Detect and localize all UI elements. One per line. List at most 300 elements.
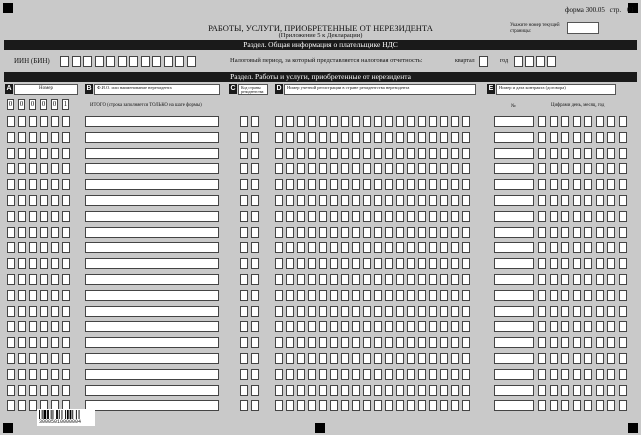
contract-date-cell[interactable] xyxy=(596,195,604,206)
registration-number-cell[interactable] xyxy=(440,290,448,301)
registration-number-cell[interactable] xyxy=(418,258,426,269)
registration-number-cell[interactable] xyxy=(462,116,470,127)
registration-number-cell[interactable] xyxy=(308,306,316,317)
row-number-cell[interactable] xyxy=(7,321,15,332)
contract-date-cell[interactable] xyxy=(550,337,558,348)
registration-number-cell[interactable] xyxy=(451,227,459,238)
registration-number-cell[interactable] xyxy=(407,116,415,127)
registration-number-cell[interactable] xyxy=(385,211,393,222)
registration-number-cell[interactable] xyxy=(330,148,338,159)
country-code-cell[interactable] xyxy=(251,369,259,380)
registration-number-cell[interactable] xyxy=(341,179,349,190)
contract-number-field[interactable] xyxy=(494,258,534,269)
row-number-cell[interactable] xyxy=(29,211,37,222)
registration-number-cell[interactable] xyxy=(451,258,459,269)
row-number-cell[interactable] xyxy=(51,132,59,143)
registration-number-cell[interactable] xyxy=(462,337,470,348)
row-number-cell[interactable] xyxy=(29,385,37,396)
registration-number-cell[interactable] xyxy=(440,148,448,159)
year-digit-cell[interactable] xyxy=(536,56,545,67)
registration-number-cell[interactable] xyxy=(440,306,448,317)
country-code-cell[interactable] xyxy=(240,132,248,143)
registration-number-cell[interactable] xyxy=(407,353,415,364)
contract-date-cell[interactable] xyxy=(561,385,569,396)
registration-number-cell[interactable] xyxy=(418,163,426,174)
contract-date-cell[interactable] xyxy=(573,337,581,348)
contract-date-cell[interactable] xyxy=(538,290,546,301)
contract-date-cell[interactable] xyxy=(619,132,627,143)
registration-number-cell[interactable] xyxy=(275,195,283,206)
registration-number-cell[interactable] xyxy=(286,321,294,332)
row-number-cell[interactable] xyxy=(51,258,59,269)
country-code-cell[interactable] xyxy=(240,385,248,396)
contract-date-cell[interactable] xyxy=(596,148,604,159)
row-number-cell[interactable] xyxy=(7,179,15,190)
registration-number-cell[interactable] xyxy=(330,258,338,269)
registration-number-cell[interactable] xyxy=(374,369,382,380)
nonresident-name-field[interactable] xyxy=(85,274,219,285)
contract-date-cell[interactable] xyxy=(561,369,569,380)
contract-date-cell[interactable] xyxy=(607,306,615,317)
registration-number-cell[interactable] xyxy=(374,306,382,317)
registration-number-cell[interactable] xyxy=(385,242,393,253)
registration-number-cell[interactable] xyxy=(385,337,393,348)
contract-date-cell[interactable] xyxy=(596,321,604,332)
registration-number-cell[interactable] xyxy=(297,258,305,269)
country-code-cell[interactable] xyxy=(251,337,259,348)
page-number-input[interactable] xyxy=(567,22,599,34)
contract-date-cell[interactable] xyxy=(550,132,558,143)
contract-date-cell[interactable] xyxy=(584,290,592,301)
contract-date-cell[interactable] xyxy=(584,274,592,285)
contract-date-cell[interactable] xyxy=(561,148,569,159)
registration-number-cell[interactable] xyxy=(352,211,360,222)
registration-number-cell[interactable] xyxy=(330,116,338,127)
contract-date-cell[interactable] xyxy=(584,148,592,159)
row-number-cell[interactable] xyxy=(40,163,48,174)
contract-date-cell[interactable] xyxy=(596,385,604,396)
nonresident-name-field[interactable] xyxy=(85,400,219,411)
registration-number-cell[interactable] xyxy=(462,148,470,159)
registration-number-cell[interactable] xyxy=(374,148,382,159)
contract-date-cell[interactable] xyxy=(596,242,604,253)
contract-date-cell[interactable] xyxy=(619,258,627,269)
registration-number-cell[interactable] xyxy=(275,242,283,253)
contract-date-cell[interactable] xyxy=(584,369,592,380)
registration-number-cell[interactable] xyxy=(275,369,283,380)
contract-date-cell[interactable] xyxy=(596,353,604,364)
row-number-cell[interactable] xyxy=(40,179,48,190)
row-number-cell[interactable] xyxy=(40,258,48,269)
iin-digit-cell[interactable] xyxy=(164,56,173,67)
country-code-cell[interactable] xyxy=(251,385,259,396)
registration-number-cell[interactable] xyxy=(352,179,360,190)
row-number-cell[interactable] xyxy=(7,116,15,127)
registration-number-cell[interactable] xyxy=(352,306,360,317)
contract-date-cell[interactable] xyxy=(584,321,592,332)
country-code-cell[interactable] xyxy=(251,163,259,174)
country-code-cell[interactable] xyxy=(240,163,248,174)
registration-number-cell[interactable] xyxy=(275,306,283,317)
registration-number-cell[interactable] xyxy=(341,132,349,143)
registration-number-cell[interactable] xyxy=(462,195,470,206)
contract-date-cell[interactable] xyxy=(573,353,581,364)
registration-number-cell[interactable] xyxy=(396,369,404,380)
registration-number-cell[interactable] xyxy=(440,353,448,364)
registration-number-cell[interactable] xyxy=(275,337,283,348)
registration-number-cell[interactable] xyxy=(429,116,437,127)
row-number-cell[interactable] xyxy=(40,369,48,380)
row-number-cell[interactable] xyxy=(18,211,26,222)
registration-number-cell[interactable] xyxy=(462,258,470,269)
contract-date-cell[interactable] xyxy=(584,385,592,396)
contract-date-cell[interactable] xyxy=(573,132,581,143)
row-number-cell[interactable] xyxy=(51,369,59,380)
registration-number-cell[interactable] xyxy=(275,353,283,364)
registration-number-cell[interactable] xyxy=(418,274,426,285)
nonresident-name-field[interactable] xyxy=(85,163,219,174)
contract-date-cell[interactable] xyxy=(619,211,627,222)
registration-number-cell[interactable] xyxy=(341,274,349,285)
registration-number-cell[interactable] xyxy=(319,163,327,174)
contract-date-cell[interactable] xyxy=(550,321,558,332)
registration-number-cell[interactable] xyxy=(319,242,327,253)
nonresident-name-field[interactable] xyxy=(85,353,219,364)
registration-number-cell[interactable] xyxy=(319,353,327,364)
registration-number-cell[interactable] xyxy=(429,148,437,159)
registration-number-cell[interactable] xyxy=(407,179,415,190)
contract-date-cell[interactable] xyxy=(561,258,569,269)
registration-number-cell[interactable] xyxy=(396,306,404,317)
country-code-cell[interactable] xyxy=(240,227,248,238)
registration-number-cell[interactable] xyxy=(286,211,294,222)
row-number-cell[interactable] xyxy=(18,385,26,396)
nonresident-name-field[interactable] xyxy=(85,242,219,253)
contract-date-cell[interactable] xyxy=(584,132,592,143)
contract-date-cell[interactable] xyxy=(619,353,627,364)
contract-date-cell[interactable] xyxy=(573,116,581,127)
contract-number-field[interactable] xyxy=(494,195,534,206)
registration-number-cell[interactable] xyxy=(308,385,316,396)
registration-number-cell[interactable] xyxy=(374,163,382,174)
registration-number-cell[interactable] xyxy=(396,337,404,348)
registration-number-cell[interactable] xyxy=(396,227,404,238)
registration-number-cell[interactable] xyxy=(374,179,382,190)
registration-number-cell[interactable] xyxy=(451,400,459,411)
registration-number-cell[interactable] xyxy=(407,242,415,253)
registration-number-cell[interactable] xyxy=(385,290,393,301)
registration-number-cell[interactable] xyxy=(319,400,327,411)
contract-date-cell[interactable] xyxy=(550,242,558,253)
registration-number-cell[interactable] xyxy=(440,195,448,206)
contract-date-cell[interactable] xyxy=(619,385,627,396)
contract-date-cell[interactable] xyxy=(584,227,592,238)
registration-number-cell[interactable] xyxy=(319,306,327,317)
registration-number-cell[interactable] xyxy=(275,132,283,143)
contract-date-cell[interactable] xyxy=(607,242,615,253)
contract-date-cell[interactable] xyxy=(619,242,627,253)
contract-date-cell[interactable] xyxy=(550,195,558,206)
contract-date-cell[interactable] xyxy=(607,179,615,190)
iin-digit-cell[interactable] xyxy=(83,56,92,67)
contract-date-cell[interactable] xyxy=(573,321,581,332)
row-number-cell[interactable] xyxy=(40,132,48,143)
row-number-cell[interactable] xyxy=(62,227,70,238)
registration-number-cell[interactable] xyxy=(462,132,470,143)
row-number-cell[interactable] xyxy=(40,321,48,332)
registration-number-cell[interactable] xyxy=(341,148,349,159)
registration-number-cell[interactable] xyxy=(462,179,470,190)
registration-number-cell[interactable] xyxy=(319,179,327,190)
registration-number-cell[interactable] xyxy=(363,321,371,332)
contract-date-cell[interactable] xyxy=(573,163,581,174)
country-code-cell[interactable] xyxy=(240,211,248,222)
registration-number-cell[interactable] xyxy=(429,227,437,238)
contract-date-cell[interactable] xyxy=(619,195,627,206)
registration-number-cell[interactable] xyxy=(418,195,426,206)
registration-number-cell[interactable] xyxy=(385,274,393,285)
registration-number-cell[interactable] xyxy=(396,242,404,253)
registration-number-cell[interactable] xyxy=(275,163,283,174)
contract-date-cell[interactable] xyxy=(607,337,615,348)
registration-number-cell[interactable] xyxy=(319,258,327,269)
registration-number-cell[interactable] xyxy=(330,306,338,317)
row-number-cell[interactable] xyxy=(51,353,59,364)
registration-number-cell[interactable] xyxy=(352,132,360,143)
registration-number-cell[interactable] xyxy=(385,195,393,206)
registration-number-cell[interactable] xyxy=(429,179,437,190)
registration-number-cell[interactable] xyxy=(429,195,437,206)
row-number-cell[interactable] xyxy=(18,369,26,380)
registration-number-cell[interactable] xyxy=(418,116,426,127)
contract-date-cell[interactable] xyxy=(619,321,627,332)
row-number-cell[interactable] xyxy=(29,195,37,206)
contract-date-cell[interactable] xyxy=(573,369,581,380)
registration-number-cell[interactable] xyxy=(429,400,437,411)
contract-date-cell[interactable] xyxy=(561,290,569,301)
registration-number-cell[interactable] xyxy=(330,353,338,364)
contract-date-cell[interactable] xyxy=(607,227,615,238)
contract-number-field[interactable] xyxy=(494,400,534,411)
registration-number-cell[interactable] xyxy=(352,274,360,285)
row-number-cell[interactable] xyxy=(40,242,48,253)
registration-number-cell[interactable] xyxy=(440,163,448,174)
registration-number-cell[interactable] xyxy=(374,274,382,285)
registration-number-cell[interactable] xyxy=(341,211,349,222)
registration-number-cell[interactable] xyxy=(297,179,305,190)
registration-number-cell[interactable] xyxy=(407,163,415,174)
registration-number-cell[interactable] xyxy=(451,274,459,285)
row-number-cell[interactable] xyxy=(18,337,26,348)
nonresident-name-field[interactable] xyxy=(85,306,219,317)
row-number-cell[interactable] xyxy=(7,195,15,206)
contract-date-cell[interactable] xyxy=(573,227,581,238)
registration-number-cell[interactable] xyxy=(462,321,470,332)
contract-date-cell[interactable] xyxy=(550,116,558,127)
contract-date-cell[interactable] xyxy=(561,242,569,253)
contract-number-field[interactable] xyxy=(494,132,534,143)
registration-number-cell[interactable] xyxy=(462,211,470,222)
registration-number-cell[interactable] xyxy=(330,337,338,348)
row-number-cell[interactable] xyxy=(62,163,70,174)
row-number-cell[interactable] xyxy=(18,290,26,301)
registration-number-cell[interactable] xyxy=(308,163,316,174)
contract-number-field[interactable] xyxy=(494,306,534,317)
iin-digit-cell[interactable] xyxy=(72,56,81,67)
row-number-cell[interactable] xyxy=(40,211,48,222)
registration-number-cell[interactable] xyxy=(297,321,305,332)
registration-number-cell[interactable] xyxy=(440,116,448,127)
contract-date-cell[interactable] xyxy=(596,227,604,238)
row-number-cell[interactable] xyxy=(51,321,59,332)
row-number-cell[interactable] xyxy=(62,353,70,364)
registration-number-cell[interactable] xyxy=(363,369,371,380)
registration-number-cell[interactable] xyxy=(374,385,382,396)
registration-number-cell[interactable] xyxy=(462,242,470,253)
registration-number-cell[interactable] xyxy=(308,211,316,222)
contract-date-cell[interactable] xyxy=(607,290,615,301)
row-number-cell[interactable] xyxy=(62,148,70,159)
contract-date-cell[interactable] xyxy=(596,163,604,174)
row-number-cell[interactable] xyxy=(7,353,15,364)
registration-number-cell[interactable] xyxy=(319,132,327,143)
contract-date-cell[interactable] xyxy=(538,132,546,143)
registration-number-cell[interactable] xyxy=(330,163,338,174)
registration-number-cell[interactable] xyxy=(352,290,360,301)
registration-number-cell[interactable] xyxy=(286,400,294,411)
registration-number-cell[interactable] xyxy=(440,400,448,411)
contract-date-cell[interactable] xyxy=(596,258,604,269)
registration-number-cell[interactable] xyxy=(330,211,338,222)
contract-date-cell[interactable] xyxy=(584,163,592,174)
row-number-cell[interactable] xyxy=(51,179,59,190)
registration-number-cell[interactable] xyxy=(407,274,415,285)
iin-digit-cell[interactable] xyxy=(152,56,161,67)
contract-date-cell[interactable] xyxy=(550,400,558,411)
row-number-cell[interactable] xyxy=(51,337,59,348)
registration-number-cell[interactable] xyxy=(385,369,393,380)
row-number-cell[interactable] xyxy=(51,163,59,174)
contract-date-cell[interactable] xyxy=(619,227,627,238)
registration-number-cell[interactable] xyxy=(385,148,393,159)
contract-date-cell[interactable] xyxy=(538,227,546,238)
registration-number-cell[interactable] xyxy=(374,290,382,301)
registration-number-cell[interactable] xyxy=(352,385,360,396)
row-number-cell[interactable] xyxy=(29,258,37,269)
contract-date-cell[interactable] xyxy=(550,163,558,174)
iin-digit-cell[interactable] xyxy=(60,56,69,67)
registration-number-cell[interactable] xyxy=(451,385,459,396)
registration-number-cell[interactable] xyxy=(352,116,360,127)
contract-number-field[interactable] xyxy=(494,242,534,253)
registration-number-cell[interactable] xyxy=(418,211,426,222)
row-number-cell[interactable] xyxy=(62,290,70,301)
registration-number-cell[interactable] xyxy=(286,148,294,159)
contract-number-field[interactable] xyxy=(494,179,534,190)
iin-digit-cell[interactable] xyxy=(95,56,104,67)
row-number-cell[interactable] xyxy=(51,148,59,159)
contract-date-cell[interactable] xyxy=(550,179,558,190)
registration-number-cell[interactable] xyxy=(319,385,327,396)
contract-date-cell[interactable] xyxy=(550,369,558,380)
registration-number-cell[interactable] xyxy=(451,116,459,127)
country-code-cell[interactable] xyxy=(251,132,259,143)
registration-number-cell[interactable] xyxy=(341,195,349,206)
registration-number-cell[interactable] xyxy=(275,211,283,222)
row-number-cell[interactable] xyxy=(18,227,26,238)
registration-number-cell[interactable] xyxy=(407,211,415,222)
contract-date-cell[interactable] xyxy=(596,274,604,285)
row-number-cell[interactable] xyxy=(29,290,37,301)
country-code-cell[interactable] xyxy=(240,337,248,348)
registration-number-cell[interactable] xyxy=(308,179,316,190)
registration-number-cell[interactable] xyxy=(286,116,294,127)
registration-number-cell[interactable] xyxy=(429,242,437,253)
registration-number-cell[interactable] xyxy=(440,385,448,396)
row-number-cell[interactable] xyxy=(29,337,37,348)
registration-number-cell[interactable] xyxy=(297,306,305,317)
registration-number-cell[interactable] xyxy=(440,132,448,143)
contract-date-cell[interactable] xyxy=(573,400,581,411)
registration-number-cell[interactable] xyxy=(462,353,470,364)
registration-number-cell[interactable] xyxy=(363,353,371,364)
nonresident-name-field[interactable] xyxy=(85,148,219,159)
contract-date-cell[interactable] xyxy=(538,163,546,174)
registration-number-cell[interactable] xyxy=(396,321,404,332)
registration-number-cell[interactable] xyxy=(407,369,415,380)
registration-number-cell[interactable] xyxy=(297,116,305,127)
registration-number-cell[interactable] xyxy=(440,242,448,253)
row-number-cell[interactable] xyxy=(18,258,26,269)
country-code-cell[interactable] xyxy=(251,116,259,127)
registration-number-cell[interactable] xyxy=(352,400,360,411)
country-code-cell[interactable] xyxy=(240,116,248,127)
registration-number-cell[interactable] xyxy=(385,227,393,238)
registration-number-cell[interactable] xyxy=(374,211,382,222)
contract-date-cell[interactable] xyxy=(584,353,592,364)
contract-date-cell[interactable] xyxy=(573,258,581,269)
registration-number-cell[interactable] xyxy=(275,290,283,301)
contract-date-cell[interactable] xyxy=(584,337,592,348)
contract-date-cell[interactable] xyxy=(561,179,569,190)
registration-number-cell[interactable] xyxy=(352,321,360,332)
contract-date-cell[interactable] xyxy=(596,211,604,222)
registration-number-cell[interactable] xyxy=(297,274,305,285)
registration-number-cell[interactable] xyxy=(308,274,316,285)
row-number-cell[interactable] xyxy=(29,274,37,285)
contract-date-cell[interactable] xyxy=(561,274,569,285)
registration-number-cell[interactable] xyxy=(418,400,426,411)
contract-date-cell[interactable] xyxy=(561,227,569,238)
contract-date-cell[interactable] xyxy=(619,163,627,174)
registration-number-cell[interactable] xyxy=(308,258,316,269)
row-number-cell[interactable] xyxy=(62,274,70,285)
country-code-cell[interactable] xyxy=(240,242,248,253)
registration-number-cell[interactable] xyxy=(385,353,393,364)
row-number-cell[interactable] xyxy=(62,321,70,332)
registration-number-cell[interactable] xyxy=(363,116,371,127)
registration-number-cell[interactable] xyxy=(407,195,415,206)
row-number-cell[interactable] xyxy=(7,290,15,301)
contract-date-cell[interactable] xyxy=(573,274,581,285)
registration-number-cell[interactable] xyxy=(319,148,327,159)
row-number-cell[interactable] xyxy=(7,369,15,380)
contract-date-cell[interactable] xyxy=(538,116,546,127)
row-number-cell[interactable] xyxy=(7,306,15,317)
registration-number-cell[interactable] xyxy=(275,227,283,238)
row-number-cell[interactable] xyxy=(29,321,37,332)
registration-number-cell[interactable] xyxy=(396,211,404,222)
